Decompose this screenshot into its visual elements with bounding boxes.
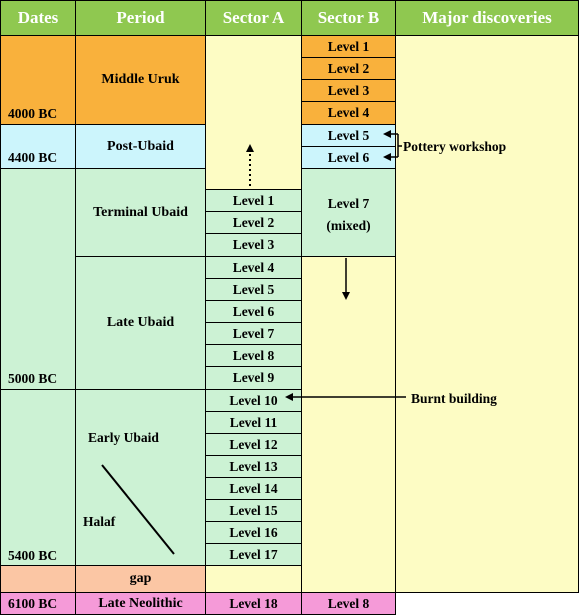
sector-a-level: Level 3 <box>205 233 302 257</box>
sector-b-level: Level 4 <box>301 101 396 125</box>
discovery-pottery-workshop: Pottery workshop <box>403 139 507 154</box>
sector-a-level: Level 9 <box>205 366 302 390</box>
header-major-discoveries: Major discoveries <box>395 0 579 36</box>
sector-a-level: Level 1 <box>205 189 302 212</box>
date-5000bc: 5000 BC <box>8 371 58 386</box>
sector-a-level: Level 16 <box>205 521 302 544</box>
sector-b-level-6: Level 6 <box>301 146 396 169</box>
period-late-ubaid: Late Ubaid <box>75 256 206 390</box>
sector-a-level: Level 10 <box>205 389 302 412</box>
ubaid-halaf-divider <box>102 465 174 554</box>
discovery-burnt-building: Burnt building <box>411 391 497 406</box>
sector-a-level: Level 14 <box>205 477 302 500</box>
date-4400bc: 4400 BC <box>8 150 58 165</box>
date-6100bc: 6100 BC <box>8 596 58 611</box>
sector-a-level: Level 2 <box>205 211 302 234</box>
date-4000bc: 4000 BC <box>8 106 58 121</box>
sector-b-level-8: Level 8 <box>301 592 396 615</box>
period-halaf-label: Halaf <box>83 514 116 529</box>
sector-b-level: Level 2 <box>301 57 396 80</box>
period-terminal-ubaid: Terminal Ubaid <box>75 168 206 257</box>
sector-b-level-7-note: (mixed) <box>326 218 371 233</box>
period-early-ubaid-label: Early Ubaid <box>88 430 159 445</box>
date-5400bc: 5400 BC <box>8 548 58 563</box>
sector-a-level: Level 6 <box>205 300 302 323</box>
sector-b-level-5: Level 5 <box>301 124 396 147</box>
header-period: Period <box>75 0 206 36</box>
sector-a-level: Level 8 <box>205 344 302 367</box>
sector-a-level: Level 17 <box>205 543 302 566</box>
header-sector-b: Sector B <box>301 0 396 36</box>
sector-a-level: Level 13 <box>205 455 302 478</box>
sector-a-level: Level 5 <box>205 278 302 301</box>
sector-b-level: Level 1 <box>301 35 396 58</box>
sector-a-level: Level 12 <box>205 433 302 456</box>
sector-a-level: Level 4 <box>205 256 302 279</box>
sector-b-level-7-label: Level 7 <box>327 196 370 211</box>
sector-a-level: Level 15 <box>205 499 302 522</box>
sector-a-level: Level 11 <box>205 411 302 434</box>
period-post-ubaid: Post-Ubaid <box>75 124 206 169</box>
header-sector-a: Sector A <box>205 0 302 36</box>
sector-a-level-18: Level 18 <box>205 592 302 615</box>
period-late-neolithic: Late Neolithic <box>75 592 206 615</box>
sector-a-level: Level 7 <box>205 322 302 345</box>
period-middle-uruk: Middle Uruk <box>75 35 206 125</box>
sector-b-level: Level 3 <box>301 79 396 102</box>
header-dates: Dates <box>0 0 76 36</box>
period-gap: gap <box>75 565 206 593</box>
